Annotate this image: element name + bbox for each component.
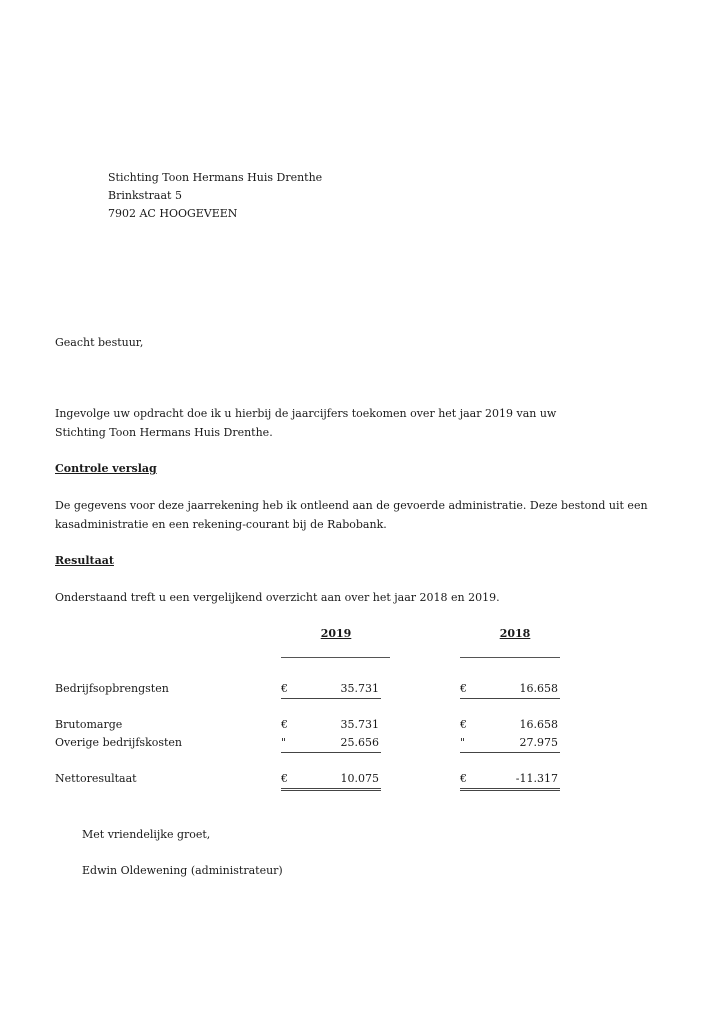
column-rule-2018 bbox=[460, 657, 560, 658]
amount: 16.658 bbox=[519, 718, 558, 731]
amount: 25.656 bbox=[340, 736, 379, 749]
intro-line-1: Ingevolge uw opdracht doe ik u hierbij de jaarcijfers toekomen over het jaar 2019 van uw bbox=[55, 407, 557, 420]
ditto-mark: " bbox=[281, 736, 287, 749]
cell-bedrijfsopbrengsten-2018 bbox=[460, 680, 560, 699]
row-label-bedrijfsopbrengsten: Bedrijfsopbrengsten bbox=[55, 682, 169, 695]
amount: 16.658 bbox=[519, 682, 558, 695]
address-line-1: Stichting Toon Hermans Huis Drenthe bbox=[108, 171, 323, 184]
cell-overige-bedrijfskosten-2019 bbox=[281, 734, 381, 753]
currency-symbol: € bbox=[460, 682, 467, 695]
cell-brutomarge-2018 bbox=[460, 716, 560, 734]
currency-symbol: € bbox=[281, 718, 288, 731]
currency-symbol: € bbox=[281, 682, 288, 695]
cell-brutomarge-2019 bbox=[281, 716, 381, 734]
signature: Edwin Oldewening (administrateur) bbox=[82, 864, 283, 877]
currency-symbol: € bbox=[281, 772, 288, 785]
resultaat-line-1: Onderstaand treft u een vergelijkend overzicht aan over het jaar 2018 en 2019. bbox=[55, 591, 500, 604]
address-line-3: 7902 AC HOOGEVEEN bbox=[108, 207, 238, 220]
amount: 27.975 bbox=[519, 736, 558, 749]
intro-line-2: Stichting Toon Hermans Huis Drenthe. bbox=[55, 426, 273, 439]
cell-bedrijfsopbrengsten-2019 bbox=[281, 680, 381, 699]
row-label-brutomarge: Brutomarge bbox=[55, 718, 123, 731]
controle-line-2: kasadministratie en een rekening-courant bij de Rabobank. bbox=[55, 518, 387, 531]
currency-symbol: € bbox=[460, 772, 467, 785]
cell-nettoresultaat-2019 bbox=[281, 770, 381, 791]
currency-symbol: € bbox=[460, 718, 467, 731]
column-header-2018: 2018 bbox=[499, 627, 531, 640]
amount: 10.075 bbox=[340, 772, 379, 785]
cell-overige-bedrijfskosten-2018 bbox=[460, 734, 560, 753]
resultaat-heading: Resultaat bbox=[55, 554, 114, 567]
ditto-mark: " bbox=[460, 736, 466, 749]
address-line-2: Brinkstraat 5 bbox=[108, 189, 182, 202]
row-label-nettoresultaat: Nettoresultaat bbox=[55, 772, 137, 785]
amount: 35.731 bbox=[340, 682, 379, 695]
closing-greeting: Met vriendelijke groet, bbox=[82, 828, 211, 841]
salutation: Geacht bestuur, bbox=[55, 336, 144, 349]
row-label-overige-bedrijfskosten: Overige bedrijfskosten bbox=[55, 736, 183, 749]
amount: -11.317 bbox=[515, 772, 558, 785]
amount: 35.731 bbox=[340, 718, 379, 731]
controle-line-1: De gegevens voor deze jaarrekening heb ik ontleend aan de gevoerde administratie. Deze bestond uit een bbox=[55, 499, 648, 512]
column-header-2019: 2019 bbox=[320, 627, 352, 640]
controle-heading: Controle verslag bbox=[55, 462, 157, 475]
column-rule-2019 bbox=[281, 657, 390, 658]
cell-nettoresultaat-2018 bbox=[460, 770, 560, 791]
